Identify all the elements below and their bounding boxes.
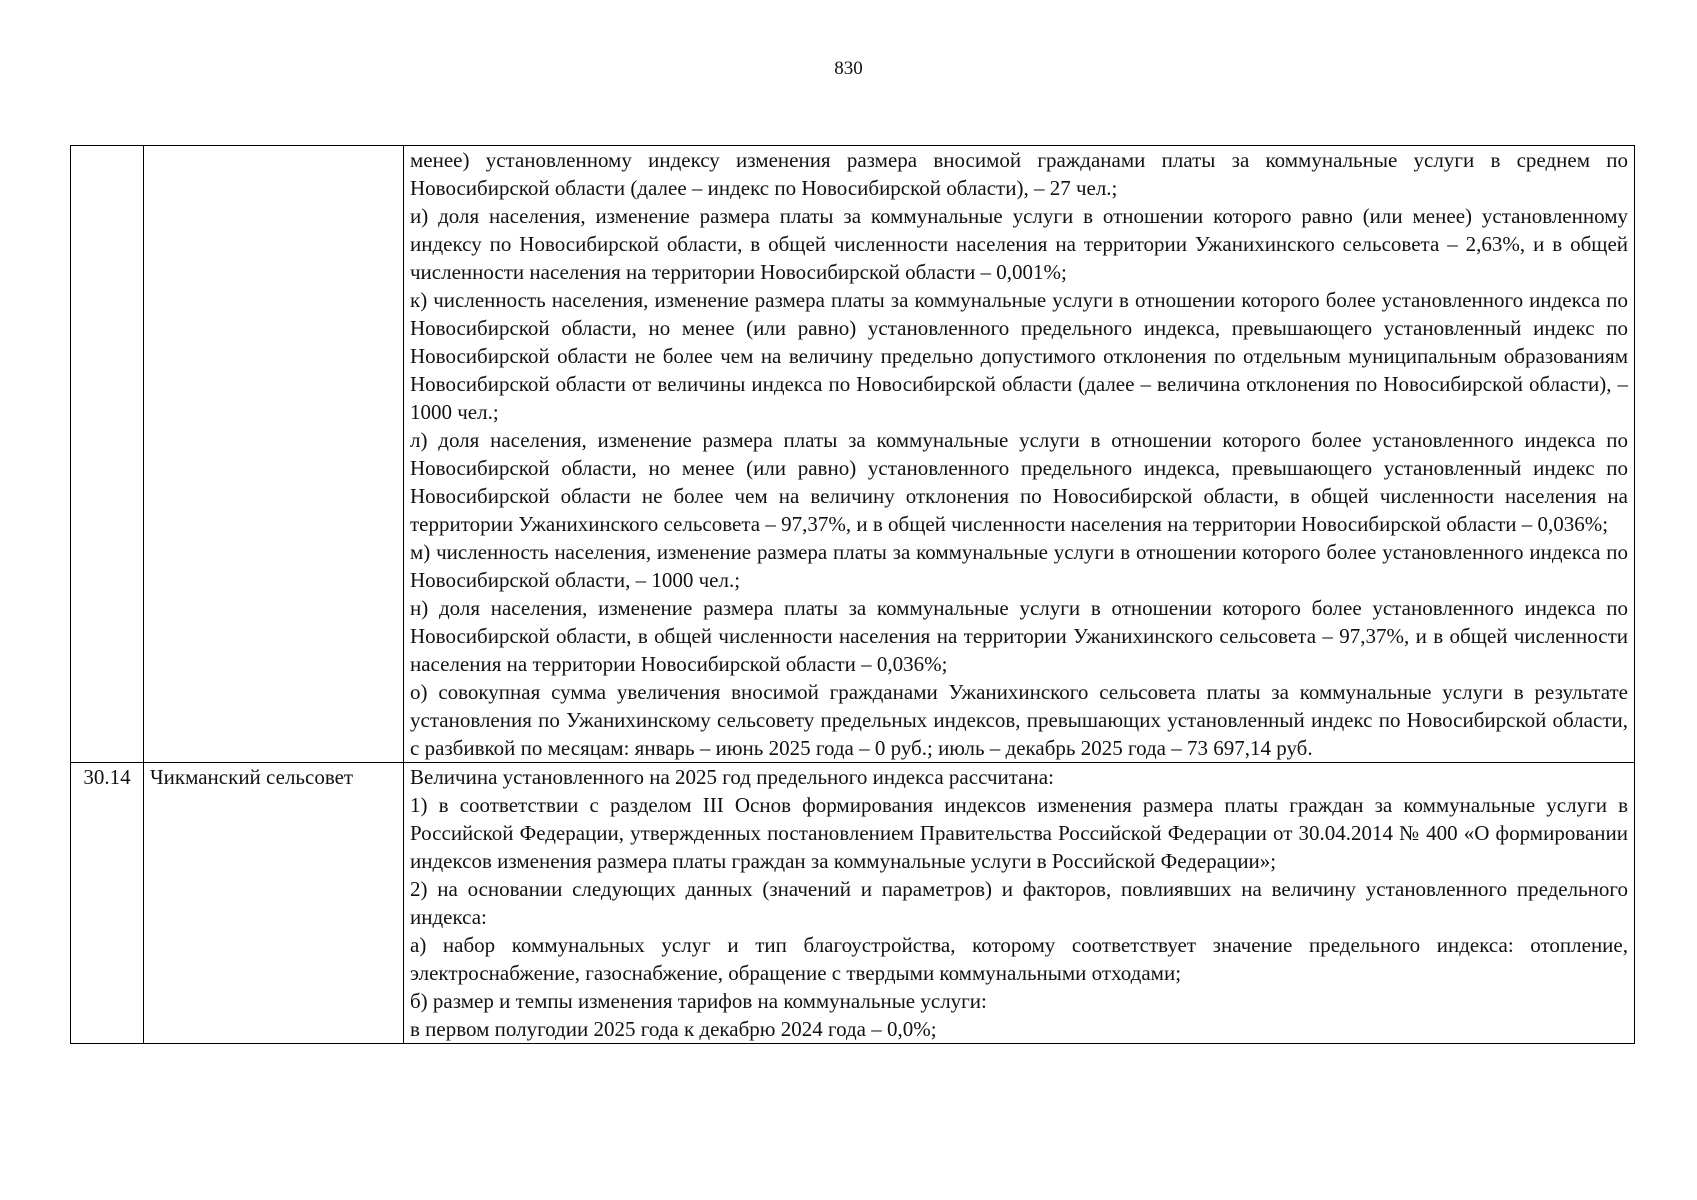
- table-row: [71, 763, 1635, 1044]
- description-cell: [404, 146, 1635, 763]
- paragraph: менее) установленному индексу изменения размера вносимой гражданами платы за коммунальные услуги в среднем по Новосибирской области (далее – индекс по Новосибирской области), – 27 чел.;: [410, 148, 1628, 200]
- paragraph: в первом полугодии 2025 года к декабрю 2024 года – 0,0%;: [410, 1017, 937, 1041]
- municipality-name-cell: Чикманский сельсовет: [144, 763, 404, 1044]
- paragraph: а) набор коммунальных услуг и тип благоустройства, которому соответствует значение предельного индекса: отопление, электроснабжение, газоснабжение, обращение с твердыми коммунальными отходами;: [410, 933, 1628, 985]
- description-cell: [404, 763, 1635, 1044]
- table-row: [71, 146, 1635, 763]
- paragraph: л) доля населения, изменение размера платы за коммунальные услуги в отношении которого более установленного индекса по Новосибирской области, но менее (или равно) установленного предельного индекса, превышающего установленный индекс по Новосибирской области не более чем на величину отклонения по Новосибирской области, в общей численности населения на территории Ужанихинского сельсовета – 97,37%, и в общей численности населения на территории Новосибирской области – 0,036%;: [410, 428, 1628, 536]
- paragraph: 2) на основании следующих данных (значений и параметров) и факторов, повлиявших на величину установленного предельного индекса:: [410, 877, 1628, 929]
- paragraph: к) численность населения, изменение размера платы за коммунальные услуги в отношении которого более установленного индекса по Новосибирской области, но менее (или равно) установленного предельного индекса, превышающего установленный индекс по Новосибирской области не более чем на величину предельно допустимого отклонения по отдельным муниципальным образованиям Новосибирской области от величины индекса по Новосибирской области (далее – величина отклонения по Новосибирской области), – 1000 чел.;: [410, 288, 1628, 424]
- paragraph: и) доля населения, изменение размера платы за коммунальные услуги в отношении которого равно (или менее) установленному индексу по Новосибирской области, в общей численности населения на территории Ужанихинского сельсовета – 2,63%, и в общей численности населения на территории Новосибирской области – 0,001%;: [410, 204, 1628, 284]
- paragraph: м) численность населения, изменение размера платы за коммунальные услуги в отношении которого более установленного индекса по Новосибирской области, – 1000 чел.;: [410, 540, 1628, 592]
- paragraph: Величина установленного на 2025 год предельного индекса рассчитана:: [410, 765, 1054, 789]
- paragraph: б) размер и темпы изменения тарифов на коммунальные услуги:: [410, 989, 987, 1013]
- paragraph: о) совокупная сумма увеличения вносимой гражданами Ужанихинского сельсовета платы за коммунальные услуги в результате установления по Ужанихинскому сельсовету предельных индексов, превышающих установленный индекс по Новосибирской области, с разбивкой по месяцам: январь – июнь 2025 года – 0 руб.; июль – декабрь 2025 года – 73 697,14 руб.: [410, 680, 1628, 760]
- row-number-cell: [71, 146, 144, 763]
- index-table: [70, 145, 1635, 1044]
- page-number: 830: [834, 58, 863, 79]
- paragraph: н) доля населения, изменение размера платы за коммунальные услуги в отношении которого более установленного индекса по Новосибирской области, в общей численности населения на территории Ужанихинского сельсовета – 97,37%, и в общей численности населения на территории Новосибирской области – 0,036%;: [410, 596, 1628, 676]
- municipality-name-cell: [144, 146, 404, 763]
- row-number-cell: 30.14: [71, 763, 144, 1044]
- paragraph: 1) в соответствии с разделом III Основ формирования индексов изменения размера платы граждан за коммунальные услуги в Российской Федерации, утвержденных постановлением Правительства Российской Федерации от 30.04.2014 № 400 «О формировании индексов изменения размера платы граждан за коммунальные услуги в Российской Федерации»;: [410, 793, 1628, 873]
